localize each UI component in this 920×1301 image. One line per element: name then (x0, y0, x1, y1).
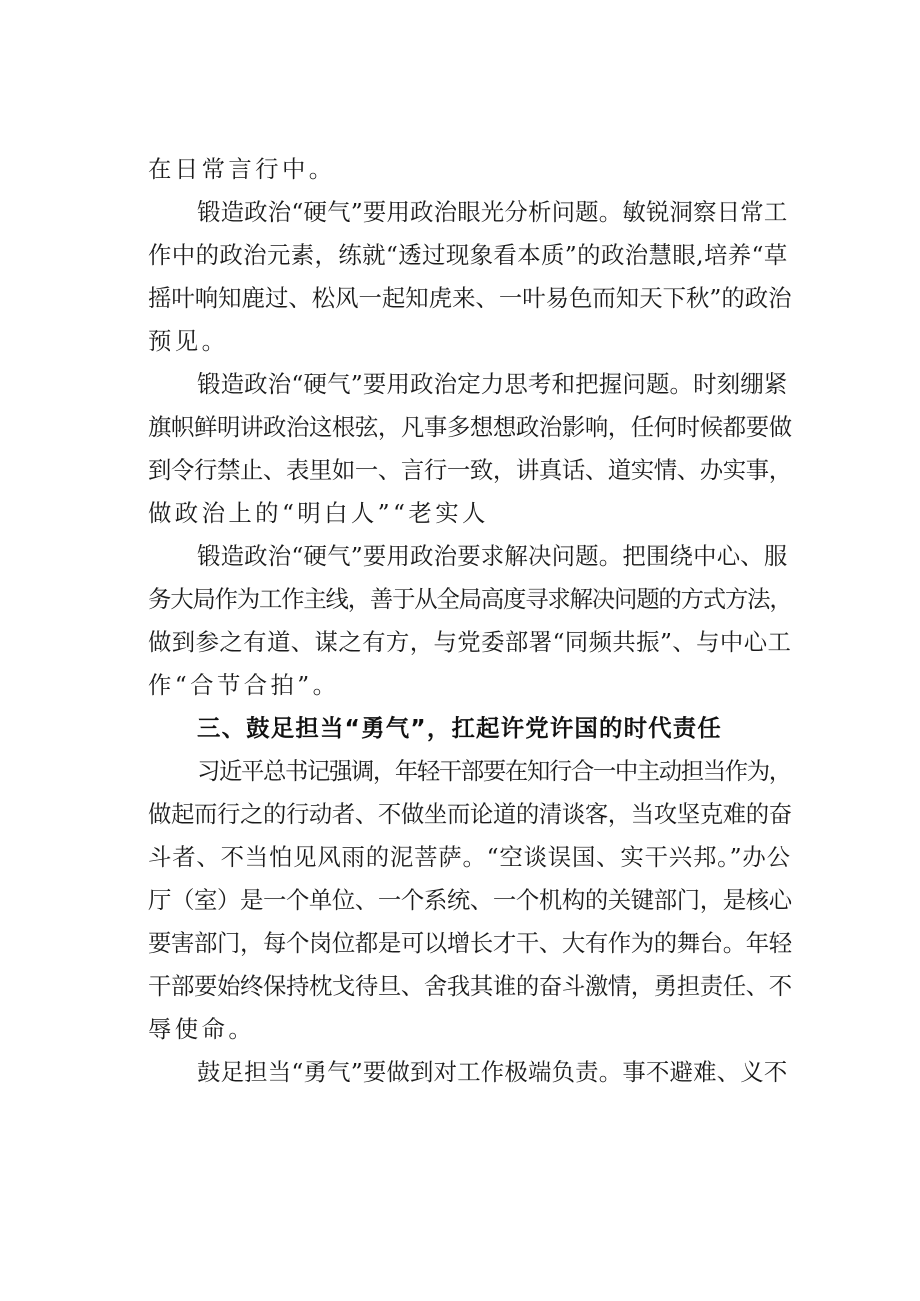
text-line: 厅（室）是一个单位、一个系统、一个机构的关键部门，是核心 (148, 886, 792, 914)
text-line: 预见。 (148, 327, 229, 355)
text-line: 旗帜鲜明讲政治这根弦，凡事多想想政治影响，任何时候都要做 (148, 413, 792, 441)
text-line: 做起而行之的行动者、不做坐而论道的清谈客，当攻坚克难的奋 (148, 800, 792, 828)
paragraph-first-line: 习近平总书记强调，年轻干部要在知行合一中主动担当作为， (197, 757, 791, 785)
text-line: 作“合节合拍”。 (148, 671, 340, 699)
paragraph-first-line: 锻造政治“硬气”要用政治眼光分析问题。敏锐洞察日常工 (197, 198, 788, 226)
text-line: 干部要始终保持枕戈待旦、舍我其谁的奋斗激情，勇担责任、不 (148, 972, 792, 1000)
text-line: 做到参之有道、谋之有方，与党委部署“同频共振”、与中心工 (148, 628, 792, 656)
section-heading: 三、鼓足担当“勇气”，扛起许党许国的时代责任 (197, 714, 722, 742)
text-line: 摇叶响知鹿过、松风一起知虎来、一叶易色而知天下秋”的政治 (148, 284, 792, 312)
paragraph-first-line: 锻造政治“硬气”要用政治定力思考和把握问题。时刻绷紧 (197, 370, 788, 398)
text-line: 务大局作为工作主线，善于从全局高度寻求解决问题的方式方法， (148, 585, 792, 613)
text-line: 要害部门，每个岗位都是可以增长才干、大有作为的舞台。年轻 (148, 929, 792, 957)
paragraph-first-line: 锻造政治“硬气”要用政治要求解决问题。把围绕中心、服 (197, 542, 788, 570)
text-line: 辱使命。 (148, 1015, 256, 1043)
text-line: 在日常言行中。 (148, 155, 336, 183)
text-line: 做政治上的“明白人”“老实人 (148, 499, 489, 527)
paragraph-first-line: 鼓足担当“勇气”要做到对工作极端负责。事不避难、义不 (197, 1058, 788, 1086)
text-line: 斗者、不当怕见风雨的泥菩萨。“空谈误国、实干兴邦。”办公 (148, 843, 791, 871)
text-line: 作中的政治元素，练就“透过现象看本质”的政治慧眼,培养“草 (148, 241, 788, 269)
text-line: 到令行禁止、表里如一、言行一致，讲真话、道实情、办实事， (148, 456, 792, 484)
